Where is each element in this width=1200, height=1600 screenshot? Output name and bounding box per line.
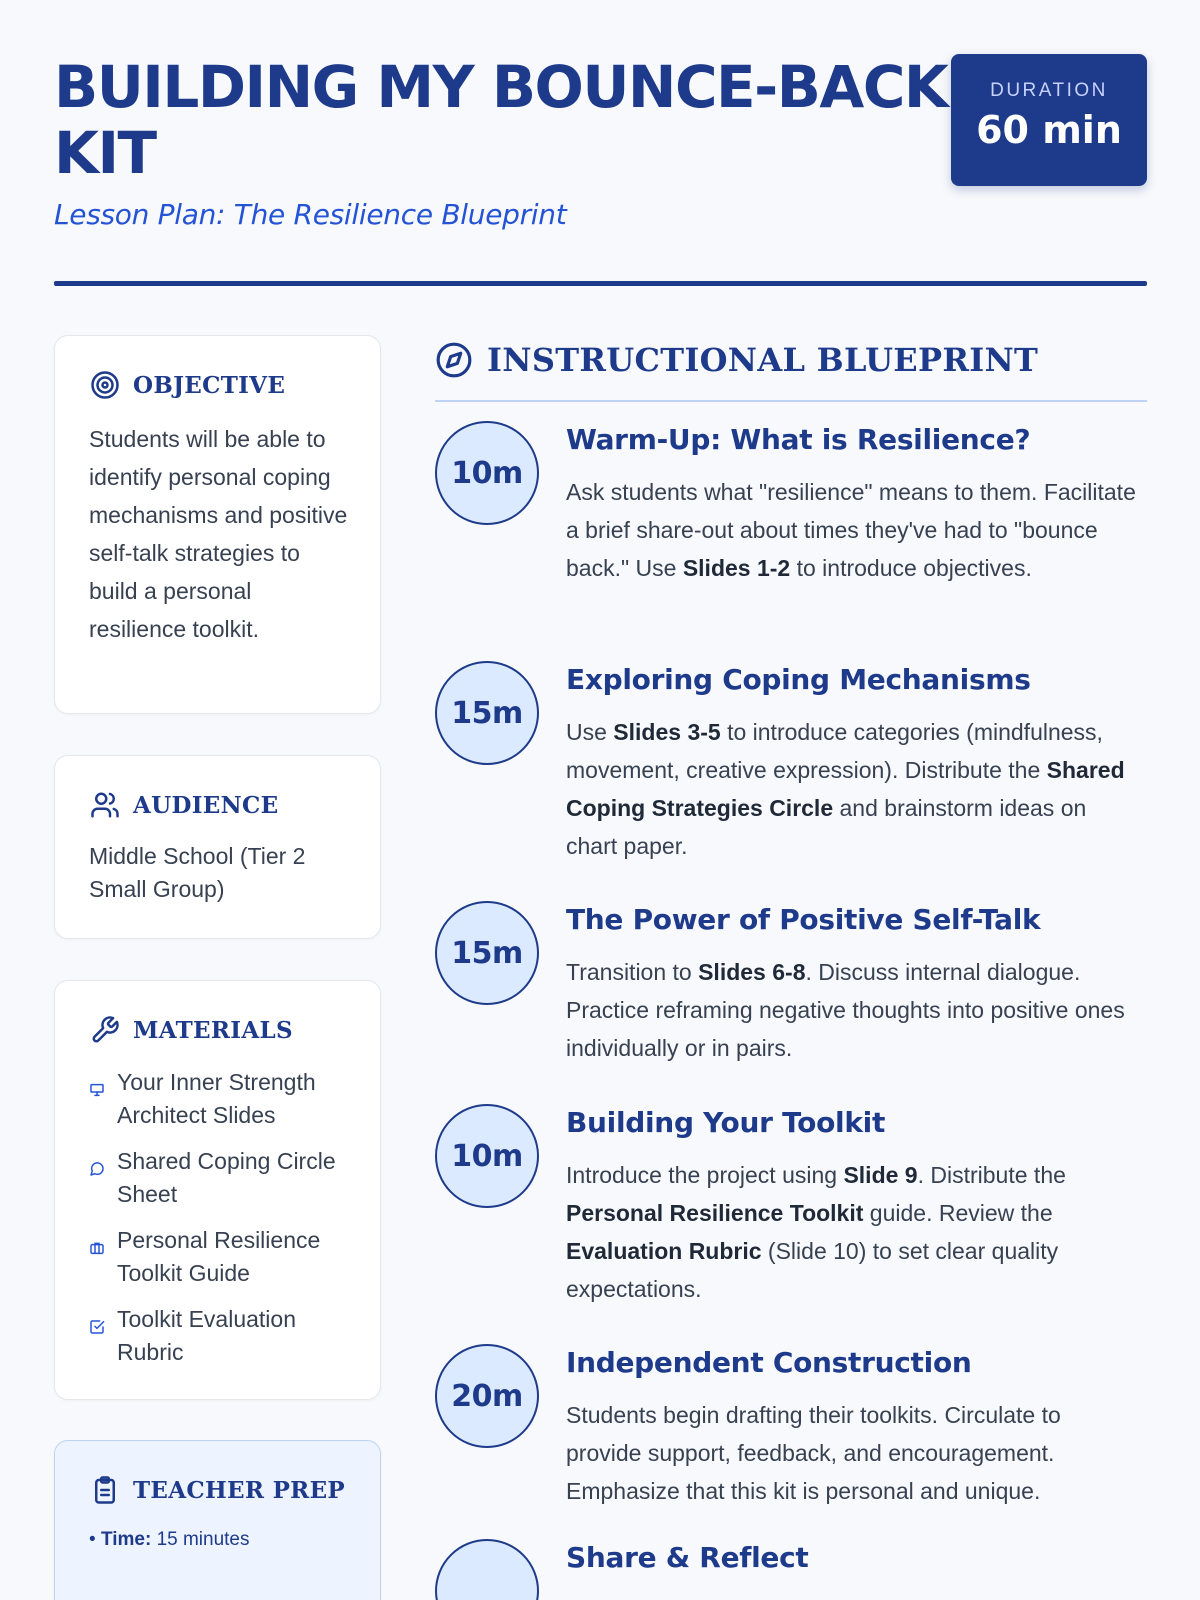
toolbox-icon — [89, 1232, 105, 1248]
body-text: Introduce the project using — [566, 1162, 844, 1188]
step-title: Share & Reflect — [566, 1541, 809, 1574]
list-item — [89, 1224, 348, 1290]
audience-card — [54, 755, 381, 939]
step-duration-badge: 15m — [435, 661, 539, 765]
emphasis-text: Evaluation Rubric — [566, 1238, 762, 1264]
materials-header — [89, 1013, 348, 1047]
clipboard-icon — [89, 1474, 121, 1506]
blueprint-title: INSTRUCTIONAL BLUEPRINT — [487, 341, 1039, 379]
emphasis-text: Slide 9 — [843, 1162, 918, 1188]
body-text: Ask students what "resilience" means to them. Facilitate a brief share-out about times they've had to "bounce back." Use — [566, 479, 1136, 581]
page-subtitle: Lesson Plan: The Resilience Blueprint — [54, 198, 567, 231]
step-description — [566, 713, 1141, 865]
prep-value: 15 minutes — [156, 1529, 250, 1550]
instructional-blueprint — [435, 338, 1147, 1574]
duration-value: 60 min — [976, 108, 1122, 152]
step-duration-badge: 15m — [435, 901, 539, 1005]
list-item — [89, 1066, 348, 1132]
duration-badge — [951, 54, 1147, 186]
step-description — [566, 1396, 1141, 1510]
target-icon — [89, 369, 121, 401]
wrench-icon — [89, 1014, 121, 1046]
body-text: Students begin drafting their toolkits. Circulate to provide support, feedback, and encouragement. Emphasize that this kit is personal and unique. — [566, 1402, 1061, 1504]
objective-header — [89, 368, 348, 402]
emphasis-text: Slides 6-8 — [698, 959, 806, 985]
list-item — [89, 1303, 348, 1369]
teacher-prep-header — [89, 1473, 348, 1507]
compass-icon — [435, 341, 473, 379]
material-label: Your Inner Strength Architect Slides — [117, 1069, 316, 1128]
prep-key: Time: — [100, 1529, 152, 1550]
duration-label: DURATION — [990, 80, 1108, 101]
chat-bubble-icon — [89, 1153, 105, 1169]
step-title: Warm-Up: What is Resilience? — [566, 423, 1031, 456]
step-title: Building Your Toolkit — [566, 1106, 886, 1139]
step-duration-badge: 20m — [435, 1344, 539, 1448]
step-duration-badge: 10m — [435, 421, 539, 525]
audience-title: AUDIENCE — [133, 791, 279, 819]
emphasis-text: Slides 1-2 — [682, 555, 791, 581]
step-title: The Power of Positive Self-Talk — [566, 903, 1041, 936]
step-title: Independent Construction — [566, 1346, 972, 1379]
header-divider — [54, 281, 1147, 286]
materials-card — [54, 980, 381, 1400]
material-label: Toolkit Evaluation Rubric — [117, 1306, 296, 1365]
objective-card — [54, 335, 381, 714]
step-description — [566, 473, 1141, 587]
material-label: Shared Coping Circle Sheet — [117, 1148, 336, 1207]
checkbox-icon — [89, 1311, 105, 1327]
step-duration-badge — [435, 1539, 539, 1600]
materials-title: MATERIALS — [133, 1016, 293, 1044]
page-title: BUILDING MY BOUNCE-BACK KIT — [54, 53, 948, 187]
body-text: guide. Review the — [863, 1200, 1053, 1226]
objective-text: Students will be able to identify personal coping mechanisms and positive self-talk strategies to build a personal resilience toolkit. — [89, 426, 348, 642]
list-item — [89, 1145, 348, 1211]
blueprint-divider — [435, 400, 1147, 402]
blueprint-header — [435, 338, 1147, 382]
emphasis-text: Personal Resilience Toolkit — [566, 1200, 864, 1226]
body-text: . Discuss internal dialogue. Practice reframing negative thoughts into positive ones individually or in pairs. — [566, 959, 1125, 1061]
materials-list — [89, 1066, 348, 1369]
body-text: (Slide 10) to set clear quality expectations. — [566, 1238, 1059, 1302]
list-item: • Time: 15 minutes — [89, 1529, 250, 1550]
step-title: Exploring Coping Mechanisms — [566, 663, 1031, 696]
body-text: Transition to — [566, 959, 699, 985]
teacher-prep-title: TEACHER PREP — [133, 1476, 346, 1504]
body-text: Use — [566, 719, 614, 745]
presentation-icon — [89, 1074, 105, 1090]
audience-header — [89, 788, 348, 822]
step-duration-badge: 10m — [435, 1104, 539, 1208]
emphasis-text: Slides 3-5 — [613, 719, 721, 745]
users-icon — [89, 789, 121, 821]
step-description — [566, 953, 1141, 1067]
body-text: and brainstorm ideas on chart paper. — [566, 795, 1087, 859]
body-text: to introduce objectives. — [790, 555, 1032, 581]
body-text: . Distribute the — [917, 1162, 1066, 1188]
audience-text: Middle School (Tier 2 Small Group) — [89, 843, 306, 902]
teacher-prep-card — [54, 1440, 381, 1600]
material-label: Personal Resilience Toolkit Guide — [117, 1227, 321, 1286]
objective-title: OBJECTIVE — [133, 371, 286, 399]
lesson-plan-page — [54, 0, 1147, 1600]
step-description — [566, 1156, 1141, 1308]
emphasis-text: Shared Coping Strategies Circle — [566, 757, 1125, 821]
body-text: to introduce categories (mindfulness, movement, creative expression). Distribute the — [566, 719, 1103, 783]
